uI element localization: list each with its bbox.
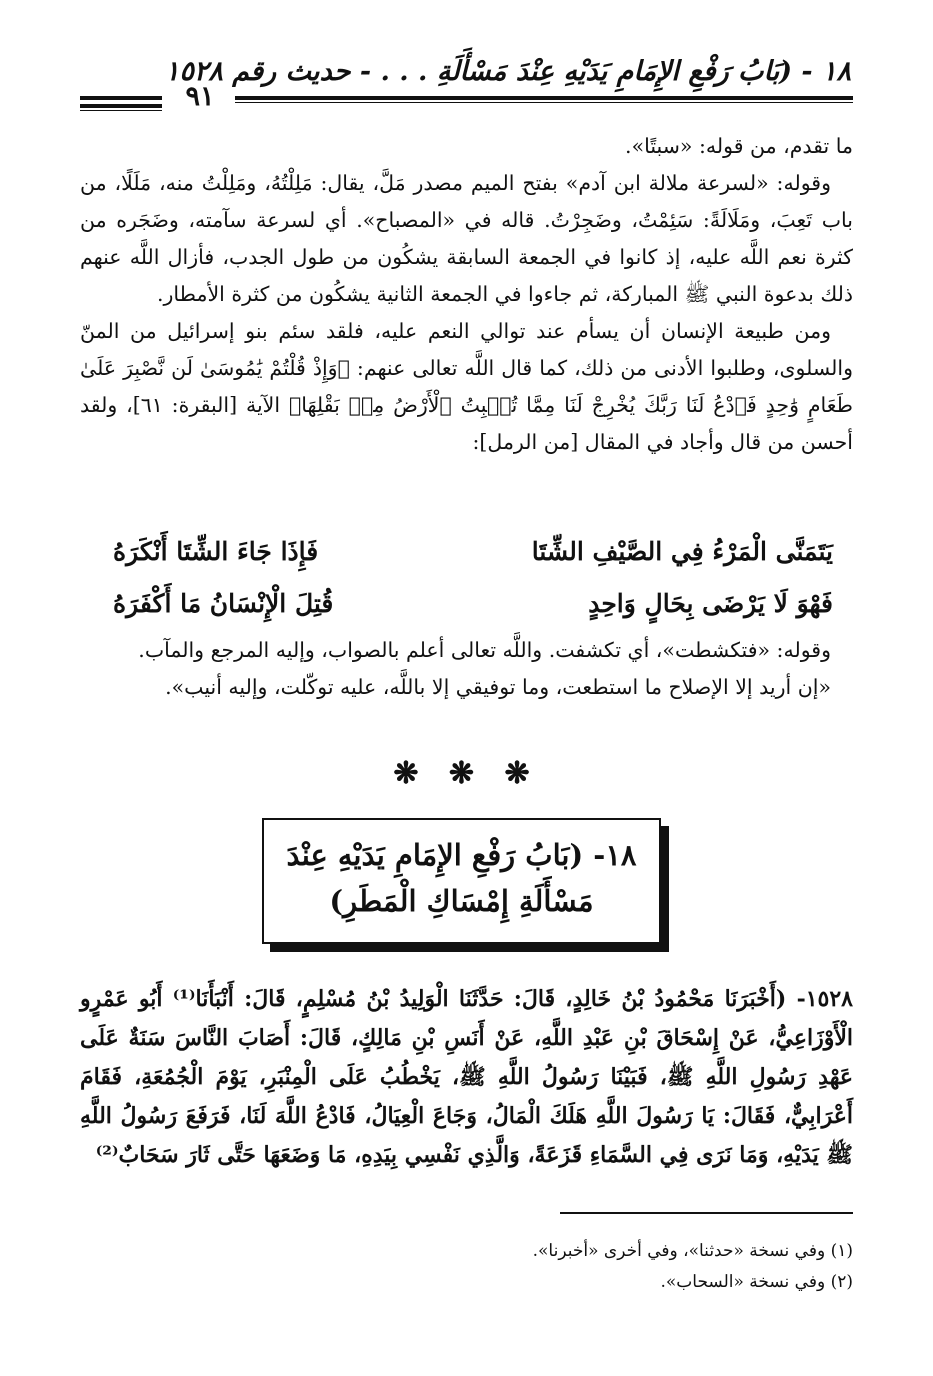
paragraph: ما تقدم، من قوله: «سبتًا». <box>625 134 853 158</box>
commentary-text <box>80 128 853 461</box>
section-separator-stars: ❋ ❋ ❋ <box>393 756 540 791</box>
chapter-title-line: ١٨- (بَابُ رَفْعِ الإِمَامِ يَدَيْهِ عِنْدَ <box>286 838 637 872</box>
header-rule-left-3 <box>80 110 162 111</box>
header-rule <box>235 96 853 100</box>
verse-line <box>113 526 833 578</box>
page-number: ٩١ <box>185 81 215 112</box>
paragraph: ومن طبيعة الإنسان أن يسأم عند توالي النعم عليه، فلقد سئم بنو إسرائيل من المنّ والسلوى، وطلبوا الأدنى من ذلك، كما قال اللَّه تعالى عنهم: ﴿وَإِذْ قُلْتُمْ يَٰمُوسَىٰ لَن نَّصْبِرَ عَلَىٰ طَعَامٍ وَٰحِدٍ فَٱدْعُ لَنَا رَبَّكَ يُخْرِجْ لَنَا مِمَّا تُنۢبِتُ ٱلْأَرْضُ مِنۢ بَقْلِهَا﴾ الآية [البقرة: ٦١]، ولقد أحسن من قال وأجاد في المقال [من الرمل]: <box>80 319 853 454</box>
closing-invocation: «إن أريد إلا الإصلاح ما استطعت، وما توفيقي إلا باللَّه، عليه توكّلت، وإليه أنيب». <box>165 675 831 699</box>
verse-line <box>113 578 833 630</box>
verse-first-hemistich: يَتَمَنَّى الْمَرْءُ فِي الصَّيْفِ الشِّتَا <box>531 537 833 566</box>
verse-second-hemistich: قُتِلَ الْإِنْسَانُ مَا أَكْفَرَهُ <box>113 589 334 618</box>
chapter-title-line: مَسْأَلَةِ إِمْسَاكِ الْمَطَرِ) <box>329 884 594 918</box>
poem <box>113 526 833 630</box>
header-rule-thin <box>235 102 853 103</box>
verse-first-hemistich: فَهْوَ لَا يَرْضَى بِحَالٍ وَاحِدٍ <box>588 589 833 618</box>
hadith-text <box>80 980 853 1175</box>
chapter-title-box <box>262 818 661 944</box>
verse-second-hemistich: فَإِذَا جَاءَ الشِّتَا أَنْكَرَهُ <box>113 537 319 566</box>
footnotes <box>253 1236 853 1298</box>
header-rule-left <box>80 96 162 100</box>
running-header-title: ١٨ - (بَابُ رَفْعِ الإِمَامِ يَدَيْهِ عِنْدَ مَسْأَلَةِ . . . - حديث رقم ١٥٢٨ <box>164 56 851 87</box>
hadith-paragraph: ١٥٢٨- (أَخْبَرَنَا مَحْمُودُ بْنُ خَالِدٍ، قَالَ: حَدَّثَنَا الْوَلِيدُ بْنُ مُسْلِمٍ، قَالَ: أَنْبَأَنَا⁽¹⁾ أَبُو عَمْرٍو الْأَوْزَاعِيُّ، عَنْ إِسْحَاقَ بْنِ عَبْدِ اللَّهِ، عَنْ أَنَسِ بْنِ مَالِكٍ، قَالَ: أَصَابَ النَّاسَ سَنَةٌ عَلَى عَهْدِ رَسُولِ اللَّهِ ﷺ، فَبَيْنَا رَسُولُ اللَّهِ ﷺ، يَخْطُبُ عَلَى الْمِنْبَرِ، يَوْمَ الْجُمُعَةِ، فَقَامَ أَعْرَابِيٌّ، فَقَالَ: يَا رَسُولَ اللَّهِ هَلَكَ الْمَالُ، وَجَاعَ الْعِيَالُ، فَادْعُ اللَّهَ لَنَا، فَرَفَعَ رَسُولُ اللَّهِ ﷺ يَدَيْهِ، وَمَا نَرَى فِي السَّمَاءِ قَزَعَةً، وَالَّذِي نَفْسِي بِيَدِهِ، مَا وَضَعَهَا حَتَّى ثَارَ سَحَابٌ⁽²⁾ <box>80 986 853 1168</box>
header-rule-left-2 <box>80 104 162 108</box>
closing-text <box>80 632 853 706</box>
footnote: (١) وفي نسخة «حدثنا»، وفي أخرى «أخبرنا». <box>532 1241 853 1261</box>
footnote: (٢) وفي نسخة «السحاب». <box>660 1272 853 1292</box>
paragraph: وقوله: «لسرعة ملالة ابن آدم» بفتح الميم مصدر مَلَّ، يقال: مَلِلْتُهُ، ومَلِلْتُ منه، مَلَلًا، من باب تَعِبَ، ومَلَالَةً: سَئِمْتُ، وضَجِرْتُ. قاله في «المصباح». أي لسرعة سآمته، وضَجَره من كثرة نعم اللَّه عليه، إذ كانوا في الجمعة السابقة يشكُون من طول الجدب، فأزال اللَّه عنهم ذلك بدعوة النبي ﷺ المباركة، ثم جاءوا في الجمعة الثانية يشكُون من كثرة الأمطار. <box>80 171 853 306</box>
footnote-divider <box>560 1212 853 1214</box>
paragraph: وقوله: «فتكشطت»، أي تكشفت. واللَّه تعالى أعلم بالصواب، وإليه المرجع والمآب. <box>138 638 831 662</box>
